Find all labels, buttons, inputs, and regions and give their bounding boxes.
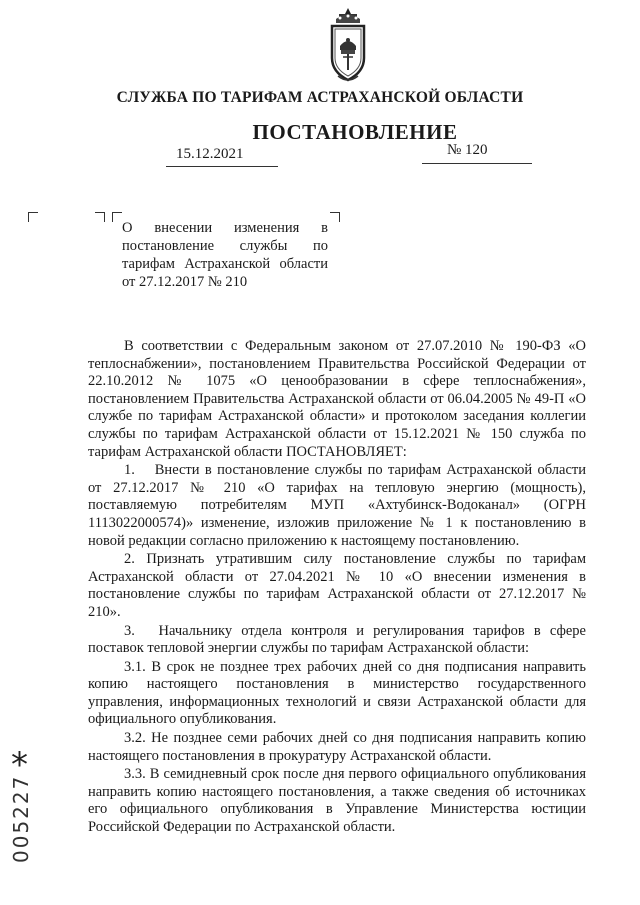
corner-mark xyxy=(112,212,122,222)
paragraph-2: 2. Признать утратившим силу постановление службы по тарифам Астраханской области от 27.04.2021 № 10 «О внесении изменения в постановление службы по тарифам Астраханской области от 27.12.2017 № 210». xyxy=(88,551,586,620)
document-type: ПОСТАНОВЛЕНИЕ xyxy=(252,120,458,144)
paragraph-3-3: 3.3. В семидневный срок после дня первого официального опубликования направить копию настоящего постановления, а также сведения об источниках его официального опубликования в Управление Министерства юстиции Российской Федерации по Астраханской области. xyxy=(88,766,586,836)
subject-line: тарифам Астраханской области xyxy=(122,256,328,272)
subject-line: постановление службы по xyxy=(122,238,328,254)
subject-line: О внесении изменения в xyxy=(122,220,328,236)
document-date: 15.12.2021 xyxy=(176,146,244,162)
subject-line: от 27.12.2017 № 210 xyxy=(122,274,248,290)
margin-registration-number: 005227 xyxy=(9,774,33,863)
coat-of-arms-icon xyxy=(318,6,378,86)
number-underline xyxy=(422,163,532,164)
paragraph-preamble: В соответствии с Федеральным законом от 27.07.2010 № 190-ФЗ «О теплоснабжении», постановлением Правительства Российской Федерации от 22.10.2012 № 1075 «О ценообразовании в сфере теплоснабжения», постановлением Правительства Астраханской области от 06.04.2005 № 49-П «О службе по тарифам Астраханской области» и протоколом заседания коллегии службы по тарифам Астраханской области от 15.12.2021 № 150 служба по тарифам Астраханской области ПОСТАНОВЛЯЕТ: xyxy=(88,338,586,460)
document-number: № 120 xyxy=(447,142,488,158)
corner-mark xyxy=(95,212,105,222)
organization-name: СЛУЖБА ПО ТАРИФАМ АСТРАХАНСКОЙ ОБЛАСТИ xyxy=(116,89,524,106)
paragraph-3-1: 3.1. В срок не позднее трех рабочих дней со дня подписания направить копию настоящего постановления в министерство государственного управления, информационных технологий и связи Астраханской области для официального опубликования. xyxy=(88,658,586,728)
corner-mark xyxy=(330,212,340,222)
paragraph-3: 3. Начальнику отдела контроля и регулирования тарифов в сфере поставок тепловой энергии службы по тарифам Астраханской области: xyxy=(88,622,586,657)
margin-asterisk: * xyxy=(11,745,28,785)
date-underline xyxy=(166,166,278,167)
document-subject xyxy=(122,219,328,291)
paragraph-1: 1. Внести в постановление службы по тарифам Астраханской области от 27.12.2017 № 210 «О тарифах на тепловую энергию (мощность), поставляемую потребителям МУП «Ахтубинск-Водоканал» (ОГРН 1113022000574)» изменение, изложив приложение № 1 к постановлению в новой редакции согласно приложению к настоящему постановлению. xyxy=(88,462,586,549)
corner-mark xyxy=(28,212,38,222)
paragraph-3-2: 3.2. Не позднее семи рабочих дней со дня подписания направить копию настоящего постановления в прокуратуру Астраханской области. xyxy=(88,730,586,764)
document-body xyxy=(88,338,586,837)
